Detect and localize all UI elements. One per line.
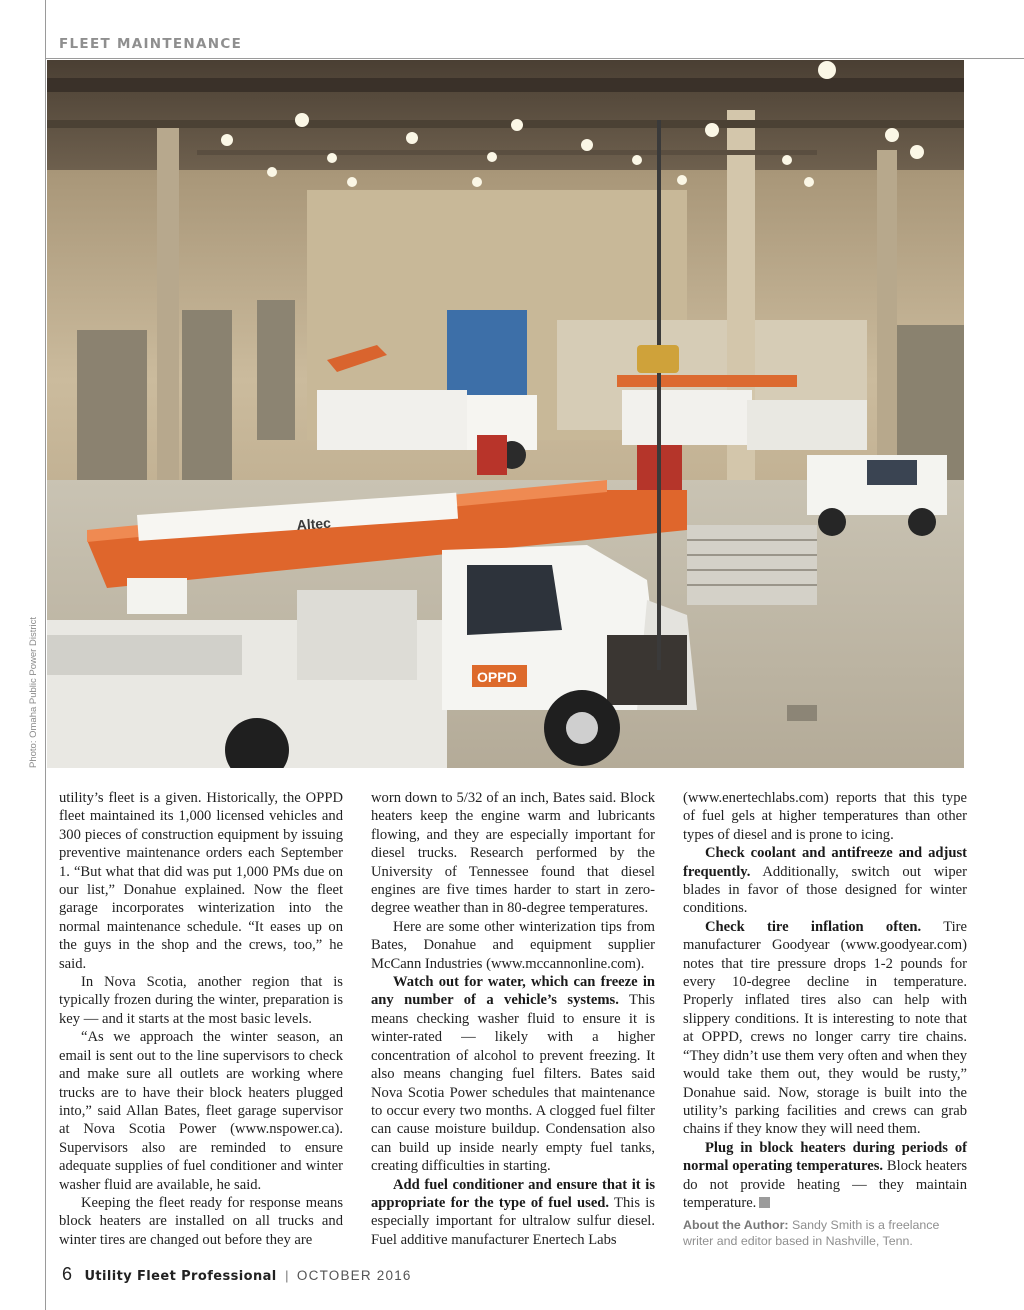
door-logo: OPPD bbox=[477, 669, 517, 685]
tip-heading: Check coolant and antifreeze and adjust frequently. bbox=[683, 845, 967, 880]
tip-body: Block heaters do not provide heating — they maintain temperature. bbox=[683, 1158, 967, 1211]
paragraph: utility’s fleet is a given. Historically, the OPPD fleet maintained its 1,000 licensed vehicles and 300 pieces of construction equipment by issuing preventive maintenance orders each September 1. “But what that did was put 1,000 PMs due on our list,” Donahue explained. Now the fleet garage incorporates winterization into the normal maintenance schedule. “It eases up on the guys in the shop and the crews, too,” he said. bbox=[59, 790, 343, 972]
article-column-3 bbox=[683, 789, 967, 1249]
author-label: About the Author: bbox=[683, 1218, 789, 1233]
article-column-1 bbox=[59, 789, 343, 1249]
photo-credit: Photo: Omaha Public Power District bbox=[28, 616, 39, 768]
issue-date: OCTOBER 2016 bbox=[296, 1268, 412, 1283]
end-mark-icon bbox=[759, 1197, 770, 1208]
tip-paragraph bbox=[683, 844, 967, 918]
tip-heading: Watch out for water, which can freeze in any number of a vehicle’s systems. bbox=[371, 974, 655, 1009]
paragraph: worn down to 5/32 of an inch, Bates said. Block heaters keep the engine warm and lubricants flowing, and they are especially important for diesel trucks. Research performed by the University of Tennessee found that diesel engines are five times harder to start in zero-degree weather than in 80-degree temperatures. bbox=[371, 790, 655, 917]
garage-photo bbox=[47, 60, 964, 768]
author-text: Sandy Smith is a freelance writer and editor based in Nashville, Tenn. bbox=[683, 1218, 940, 1248]
page-number: 6 bbox=[62, 1264, 73, 1284]
boom-lettering: Altec bbox=[296, 514, 332, 533]
tip-paragraph bbox=[683, 918, 967, 1139]
tip-heading: Add fuel conditioner and ensure that it is appropriate for the type of fuel used. bbox=[371, 1176, 655, 1211]
footer-separator: | bbox=[285, 1268, 289, 1283]
header-rule bbox=[45, 58, 1024, 59]
tip-paragraph bbox=[683, 1139, 967, 1213]
page-margin-rule bbox=[45, 0, 46, 1310]
paragraph: (www.enertechlabs.com) reports that this type of fuel gels at higher temperatures than other types of diesel and is prone to icing. bbox=[683, 790, 967, 843]
tip-heading: Plug in block heaters during periods of normal operating temperatures. bbox=[683, 1139, 967, 1175]
tip-paragraph bbox=[371, 1176, 655, 1250]
paragraph: Here are some other winterization tips from Bates, Donahue and equipment supplier McCann Industries (www.mccannonline.com). bbox=[371, 918, 655, 972]
tip-body: This is especially important for ultralow sulfur diesel. Fuel additive manufacturer Enertech Labs bbox=[371, 1194, 655, 1248]
section-label: FLEET MAINTENANCE bbox=[59, 36, 243, 52]
tip-body: Tire manufacturer Goodyear (www.goodyear.com) notes that tire pressure drops 1-2 pounds for every 10-degree decline in temperature. Properly inflated tires also can help with slippery conditions. It is interesting to note that at OPPD, crews no longer carry tire chains. “They didn’t use them very often and when they would take them out, they would be rusty,” Donahue said. Now, storage is built into the utility’s parking facilities and crews can grab chains if they know they will need them. bbox=[683, 918, 967, 1138]
magazine-title: Utility Fleet Professional bbox=[84, 1269, 277, 1284]
author-bio bbox=[683, 1218, 967, 1249]
tip-heading: Check tire inflation often. bbox=[705, 918, 922, 935]
tip-body: This means checking washer fluid to ensure it is winter-rated — likely with a higher concentration of alcohol to prevent freezing. It also means changing fuel filters. Bates said Nova Scotia Power schedules that maintenance to occur every two months. A clogged fuel filter can cause moisture buildup. Condensation also can build up inside nearly empty fuel tanks, creating difficulties in starting. bbox=[371, 992, 655, 1175]
paragraph: “As we approach the winter season, an email is sent out to the line supervisors to check and make sure all outlets are working where trucks are to have their block heaters plugged into,” said Allan Bates, fleet garage supervisor at Nova Scotia Power (www.nspower.ca). Supervisors also are reminded to ensure adequate supplies of fuel conditioner and winter washer fluid are available, he said. bbox=[59, 1029, 343, 1193]
paragraph: Keeping the fleet ready for response means block heaters are installed on all trucks and winter tires are changed out before they are bbox=[59, 1194, 343, 1248]
page-footer bbox=[62, 1264, 412, 1285]
article-column-2 bbox=[371, 789, 655, 1249]
tip-paragraph bbox=[371, 973, 655, 1175]
paragraph: In Nova Scotia, another region that is typically frozen during the winter, preparation is key — and it starts at the most basic levels. bbox=[59, 974, 343, 1027]
tip-body: Additionally, switch out wiper blades in favor of those designed for winter conditions. bbox=[683, 863, 967, 917]
